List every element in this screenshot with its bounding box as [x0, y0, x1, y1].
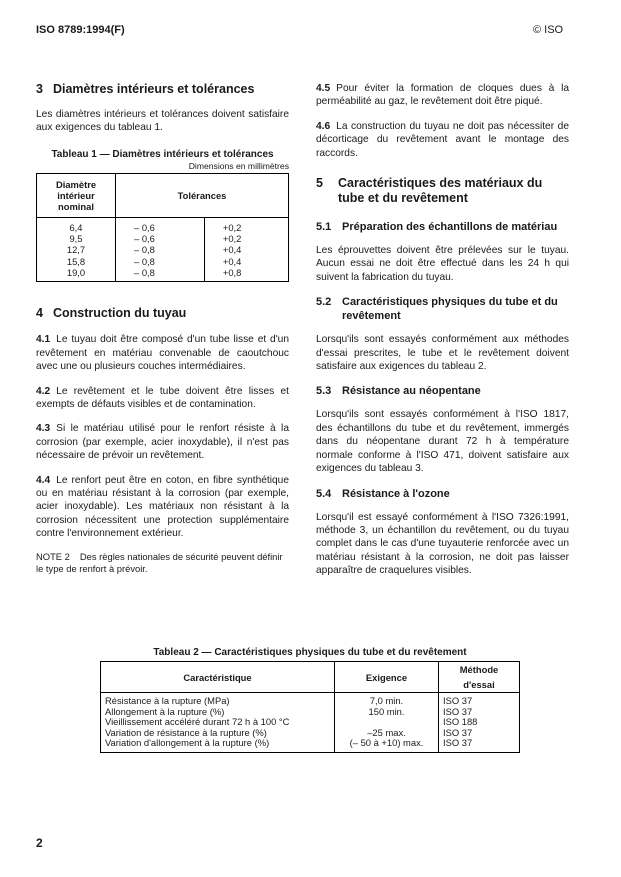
- section-5-1-text: Les éprouvettes doivent être prélevées sur le tuyau. Aucun essai ne doit être effectué dans les 24 h qui suivent la fabrication du tuyau.: [316, 245, 569, 283]
- section-3-heading: 3 Diamètres intérieurs et tolérances: [36, 82, 255, 96]
- table-row: 12,7 – 0,8 +0,4: [37, 244, 289, 255]
- paragraph-4-6: 4.6 La construction du tuyau ne doit pas nécessiter de décorticage du revêtement avant le montage des raccords.: [316, 120, 569, 159]
- section-5-heading: 5 Caractéristiques des matériaux du tube et du revêtement: [316, 176, 543, 206]
- paragraph-4-4: 4.4 Le renfort peut être en coton, en fibre synthétique ou en matériau résistant à la corrosion (par exemple, acier inoxydable). Les matériaux non résistant à la corrosion nécessitent une protection supplémentaire contre l'environnement extérieur.: [36, 474, 289, 540]
- section-5-3-text: Lorsqu'ils sont essayés conformément à l'ISO 1817, des échantillons du tube et du revêtement, immergés dans du néopentane durant 72 h à température normale conforme à l'ISO 471, doivent satisfaire aux exigences du tableau 3.: [316, 409, 569, 475]
- table-row: 6,4 – 0,6 +0,2: [37, 217, 289, 233]
- table-row: Variation d'allongement à la rupture (%) (– 50 à +10) max. ISO 37: [101, 738, 520, 752]
- table-row: Vieillissement accéléré durant 72 h à 100 °C ISO 188: [101, 717, 520, 728]
- table-row: 9,5 – 0,6 +0,2: [37, 233, 289, 244]
- paragraph-4-3: 4.3 Si le matériau utilisé pour le renfort résiste à la corrosion (par exemple, acier inoxydable), il n'est pas nécessaire de prévoir un revêtement.: [36, 423, 289, 462]
- document-id: ISO 8789:1994(F): [36, 24, 125, 36]
- table-2-col-requirement: Exigence: [335, 662, 439, 693]
- paragraph-4-5: 4.5 Pour éviter la formation de cloques dues à la perméabilité au gaz, le revêtement doit être piqué.: [316, 83, 569, 108]
- table-row: 15,8 – 0,8 +0,4: [37, 256, 289, 267]
- table-row: 19,0 – 0,8 +0,8: [37, 267, 289, 282]
- table-2-col-characteristic: Caractéristique: [101, 662, 335, 693]
- table-row: Allongement à la rupture (%) 150 min. ISO 37: [101, 707, 520, 718]
- section-5-4-heading: 5.4 Résistance à l'ozone: [316, 487, 450, 500]
- table-1: [36, 173, 289, 282]
- section-5-3-heading: 5.3 Résistance au néopentane: [316, 385, 481, 398]
- section-5-2-text: Lorsqu'ils sont essayés conformément aux méthodes d'essai prescrites, le tube et le revêtement doivent satisfaire aux exigences du tableau 2.: [316, 334, 569, 373]
- note-2: NOTE 2 Des règles nationales de sécurité peuvent définir le type de renfort à prévoir.: [36, 550, 283, 575]
- page-number: 2: [36, 836, 43, 850]
- section-4-heading: 4 Construction du tuyau: [36, 306, 187, 321]
- table-1-caption: Tableau 1 — Diamètres intérieurs et tolérances: [51, 148, 274, 160]
- copyright: © ISO: [533, 24, 564, 36]
- section-5-2-heading: 5.2 Caractéristiques physiques du tube et du revêtement: [316, 296, 558, 323]
- right-column: [316, 82, 569, 578]
- table-1-units: Dimensions en millimètres: [188, 160, 289, 171]
- table-1-col-diameter: Diamètre intérieur nominal: [37, 173, 116, 217]
- section-3-text: Les diamètres intérieurs et tolérances doivent satisfaire aux exigences du tableau 1.: [36, 109, 289, 134]
- table-2-caption: Tableau 2 — Caractéristiques physiques du tube et du revêtement: [153, 647, 467, 658]
- left-column: [36, 82, 289, 576]
- section-5-4-text: Lorsqu'il est essayé conformément à l'ISO 7326:1991, méthode 3, un échantillon du revêtement, ou du tuyau complet dans le cas d'une tuyauterie renforcée avec un matériau résistant à la corrosion, ne doit pas laisser apparaître de craquelures visibles.: [316, 511, 569, 577]
- table-2: [100, 661, 520, 753]
- table-1-col-tolerances: Tolérances: [177, 189, 227, 201]
- table-row: Variation de résistance à la rupture (%) –25 max. ISO 37: [101, 728, 520, 739]
- table-row: Résistance à la rupture (MPa) 7,0 min. ISO 37: [101, 693, 520, 707]
- table-2-col-method: Méthode d'essai: [439, 662, 520, 693]
- paragraph-4-2: 4.2 Le revêtement et le tube doivent être lisses et exempts de défauts visibles et de contamination.: [36, 385, 289, 410]
- section-5-1-heading: 5.1 Préparation des échantillons de matériau: [316, 221, 558, 234]
- paragraph-4-1: 4.1 Le tuyau doit être composé d'un tube lisse et d'un revêtement en matériau convenable de caoutchouc avec une ou plusieurs couches intermédiaires.: [36, 334, 289, 373]
